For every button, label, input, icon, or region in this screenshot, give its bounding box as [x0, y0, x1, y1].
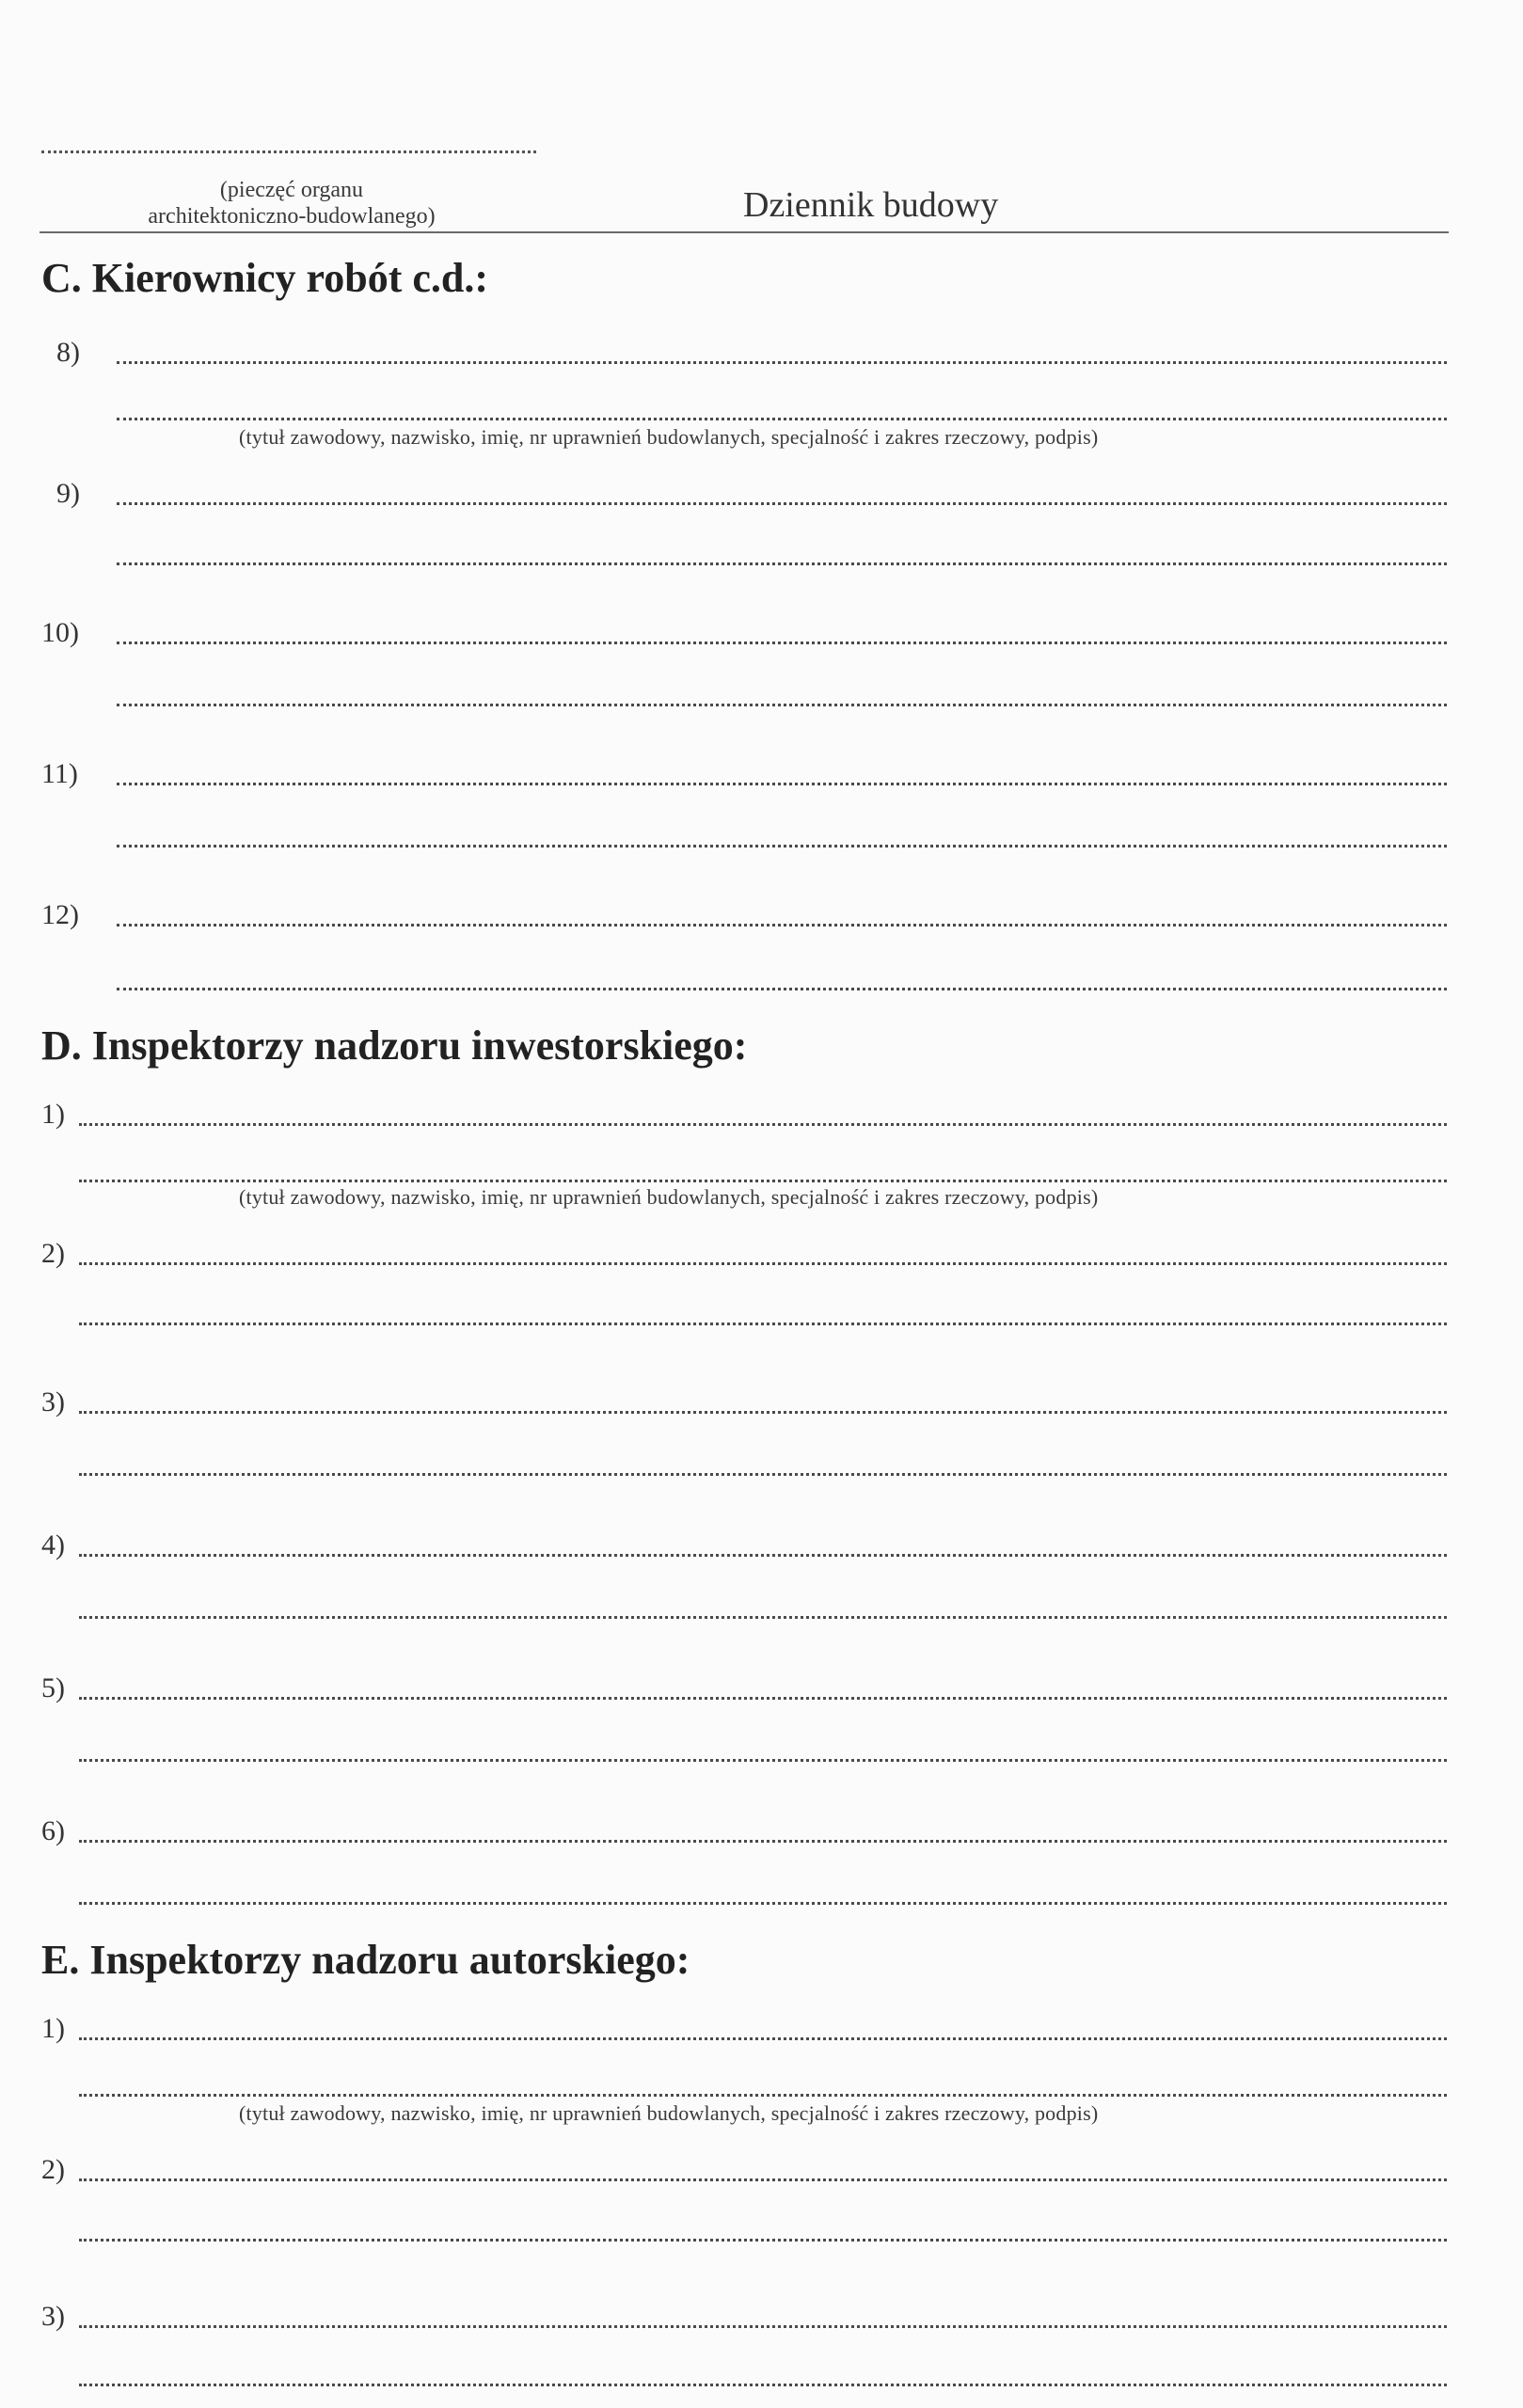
section-d-item-number: 3): [41, 1386, 65, 1418]
section-c-entry-line[interactable]: [117, 783, 1447, 785]
stamp-dotted-line: [41, 150, 536, 153]
section-d-title: D. Inspektorzy nadzoru inwestorskiego:: [41, 1022, 748, 1069]
section-e-entry-line[interactable]: [79, 2325, 1447, 2328]
section-e-item-number: 3): [41, 2301, 65, 2332]
section-c-entry-line[interactable]: [117, 502, 1447, 505]
section-c-item-number: 8): [56, 337, 80, 368]
section-e-entry-line[interactable]: [79, 2178, 1447, 2181]
section-d-item-number: 1): [41, 1099, 65, 1130]
section-c-item-number: 11): [41, 758, 78, 789]
section-c-entry-line[interactable]: [117, 988, 1447, 990]
section-d-entry-line[interactable]: [79, 1616, 1447, 1619]
section-c-entry-line[interactable]: [117, 845, 1447, 848]
journal-title: Dziennik budowy: [743, 185, 999, 225]
section-c-item-number: 10): [41, 617, 79, 648]
section-d-item-number: 6): [41, 1815, 65, 1846]
section-c-entry-line[interactable]: [117, 642, 1447, 644]
section-d-entry-line[interactable]: [79, 1411, 1447, 1414]
section-d-entry-line[interactable]: [79, 1759, 1447, 1762]
section-c-title: C. Kierownicy robót c.d.:: [41, 255, 488, 301]
stamp-label: [103, 177, 480, 230]
section-e-entry-line[interactable]: [79, 2094, 1447, 2097]
section-d-entry-line[interactable]: [79, 1262, 1447, 1265]
section-d-caption: (tytuł zawodowy, nazwisko, imię, nr uprawnień budowlanych, specjalność i zakres rzeczowy, podpis): [239, 1185, 1099, 1209]
section-d-entry-line[interactable]: [79, 1123, 1447, 1126]
section-c-item-number: 9): [56, 478, 80, 509]
section-e-item-number: 2): [41, 2154, 65, 2185]
section-e-caption: (tytuł zawodowy, nazwisko, imię, nr uprawnień budowlanych, specjalność i zakres rzeczowy, podpis): [239, 2101, 1099, 2125]
section-c-caption: (tytuł zawodowy, nazwisko, imię, nr uprawnień budowlanych, specjalność i zakres rzeczowy, podpis): [239, 425, 1099, 449]
header-divider: [40, 231, 1449, 233]
section-d-entry-line[interactable]: [79, 1473, 1447, 1476]
stamp-label-line2: architektoniczno-budowlanego): [148, 204, 436, 229]
section-d-entry-line[interactable]: [79, 1840, 1447, 1843]
section-e-item-number: 1): [41, 2013, 65, 2044]
section-c-entry-line[interactable]: [117, 418, 1447, 420]
section-d-entry-line[interactable]: [79, 1697, 1447, 1700]
section-c-entry-line[interactable]: [117, 704, 1447, 706]
section-e-entry-line[interactable]: [79, 2384, 1447, 2386]
section-e-entry-line[interactable]: [79, 2239, 1447, 2242]
section-d-item-number: 4): [41, 1529, 65, 1560]
section-c-entry-line[interactable]: [117, 924, 1447, 927]
stamp-label-line1: (pieczęć organu: [219, 178, 364, 202]
section-d-entry-line[interactable]: [79, 1180, 1447, 1182]
section-e-entry-line[interactable]: [79, 2037, 1447, 2040]
section-d-entry-line[interactable]: [79, 1323, 1447, 1325]
section-c-item-number: 12): [41, 899, 79, 930]
section-d-item-number: 5): [41, 1672, 65, 1703]
section-c-entry-line[interactable]: [117, 361, 1447, 364]
section-d-entry-line[interactable]: [79, 1902, 1447, 1905]
section-c-entry-line[interactable]: [117, 562, 1447, 565]
section-e-title: E. Inspektorzy nadzoru autorskiego:: [41, 1937, 690, 1983]
section-d-item-number: 2): [41, 1238, 65, 1269]
section-d-entry-line[interactable]: [79, 1554, 1447, 1557]
